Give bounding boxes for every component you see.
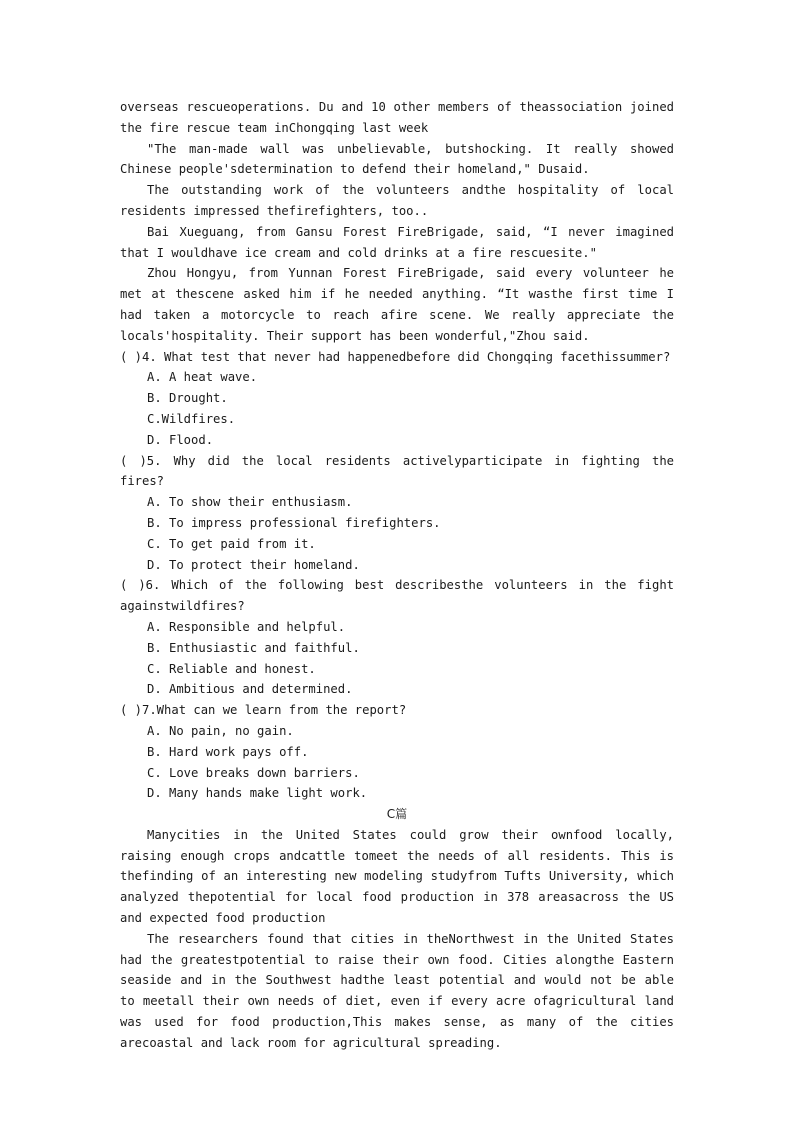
answer-option: A. No pain, no gain. [147,723,294,738]
question-7 [120,700,674,804]
answer-option: D. To protect their homeland. [147,557,360,572]
answer-option: D. Ambitious and determined. [147,682,353,697]
answer-option: A. A heat wave. [147,370,258,385]
passage-b-paragraph: Zhou Hongyu, from Yunnan Forest FireBrigade, said every volunteer he met at thescene asked him if he needed anything. “It wasthe first time I had taken a motorcycle to reach afire scene. We really appreciate the locals'hospitality. Their support has been wonderful,"Zhou said. [120,266,674,343]
answer-option: C. To get paid from it. [147,536,316,551]
document-page [120,97,674,1054]
passage-b-paragraph: The outstanding work of the volunteers andthe hospitality of local residents impressed thefirefighters, too.. [120,183,674,218]
passage-b-paragraph: "The man-made wall was unbelievable, butshocking. It really showed Chinese people'sdetermination to defend their homeland," Dusaid. [120,141,674,177]
question-stem: ( )7.What can we learn from the report? [120,703,407,718]
answer-option: B. To impress professional firefighters. [147,515,441,530]
question-stem: ( )6. Which of the following best describesthe volunteers in the fight againstwildfires? [120,578,674,614]
section-heading: C篇 [386,807,408,822]
passage-c-paragraph: The researchers found that cities in theNorthwest in the United States had the greatestpotential to raise their own food. Cities alongthe Eastern seaside and in the Southwest hadthe least potential and would not be able to meetall their own needs of diet, even if every acre ofagricultural land was used for food production,This makes sense, as many of the cities arecoastal and lack room for agricultural spreading. [120,931,674,1050]
answer-option: C. Reliable and honest. [147,661,316,676]
question-6 [120,575,674,700]
passage-b-paragraph: overseas rescueoperations. Du and 10 other members of theassociation joined the fire rescue team inChongqing last week [120,100,674,135]
question-4 [120,347,674,451]
passage-b-paragraph: Bai Xueguang, from Gansu Forest FireBrigade, said, “I never imagined that I wouldhave ice cream and cold drinks at a fire rescuesite." [120,224,674,260]
answer-option: D. Flood. [147,432,214,447]
answer-option: B. Drought. [147,391,228,406]
question-stem: ( )5. Why did the local residents activelyparticipate in fighting the fires? [120,453,674,489]
passage-c-paragraph: Manycities in the United States could grow their ownfood locally, raising enough crops andcattle tomeet the needs of all residents. This is thefinding of an interesting new modeling studyfrom Tufts University, which analyzed thepotential for local food production in 378 areasacross the US and expected food production [120,827,674,926]
answer-option: B. Hard work pays off. [147,744,309,759]
answer-option: B. Enthusiastic and faithful. [147,640,360,655]
answer-option: A. Responsible and helpful. [147,619,346,634]
answer-option: D. Many hands make light work. [147,786,368,801]
answer-option: C.Wildfires. [147,411,236,426]
question-5 [120,451,674,576]
answer-option: C. Love breaks down barriers. [147,765,360,780]
answer-option: A. To show their enthusiasm. [147,495,353,510]
question-stem: ( )4. What test that never had happenedbefore did Chongqing facethissummer? [120,349,671,364]
